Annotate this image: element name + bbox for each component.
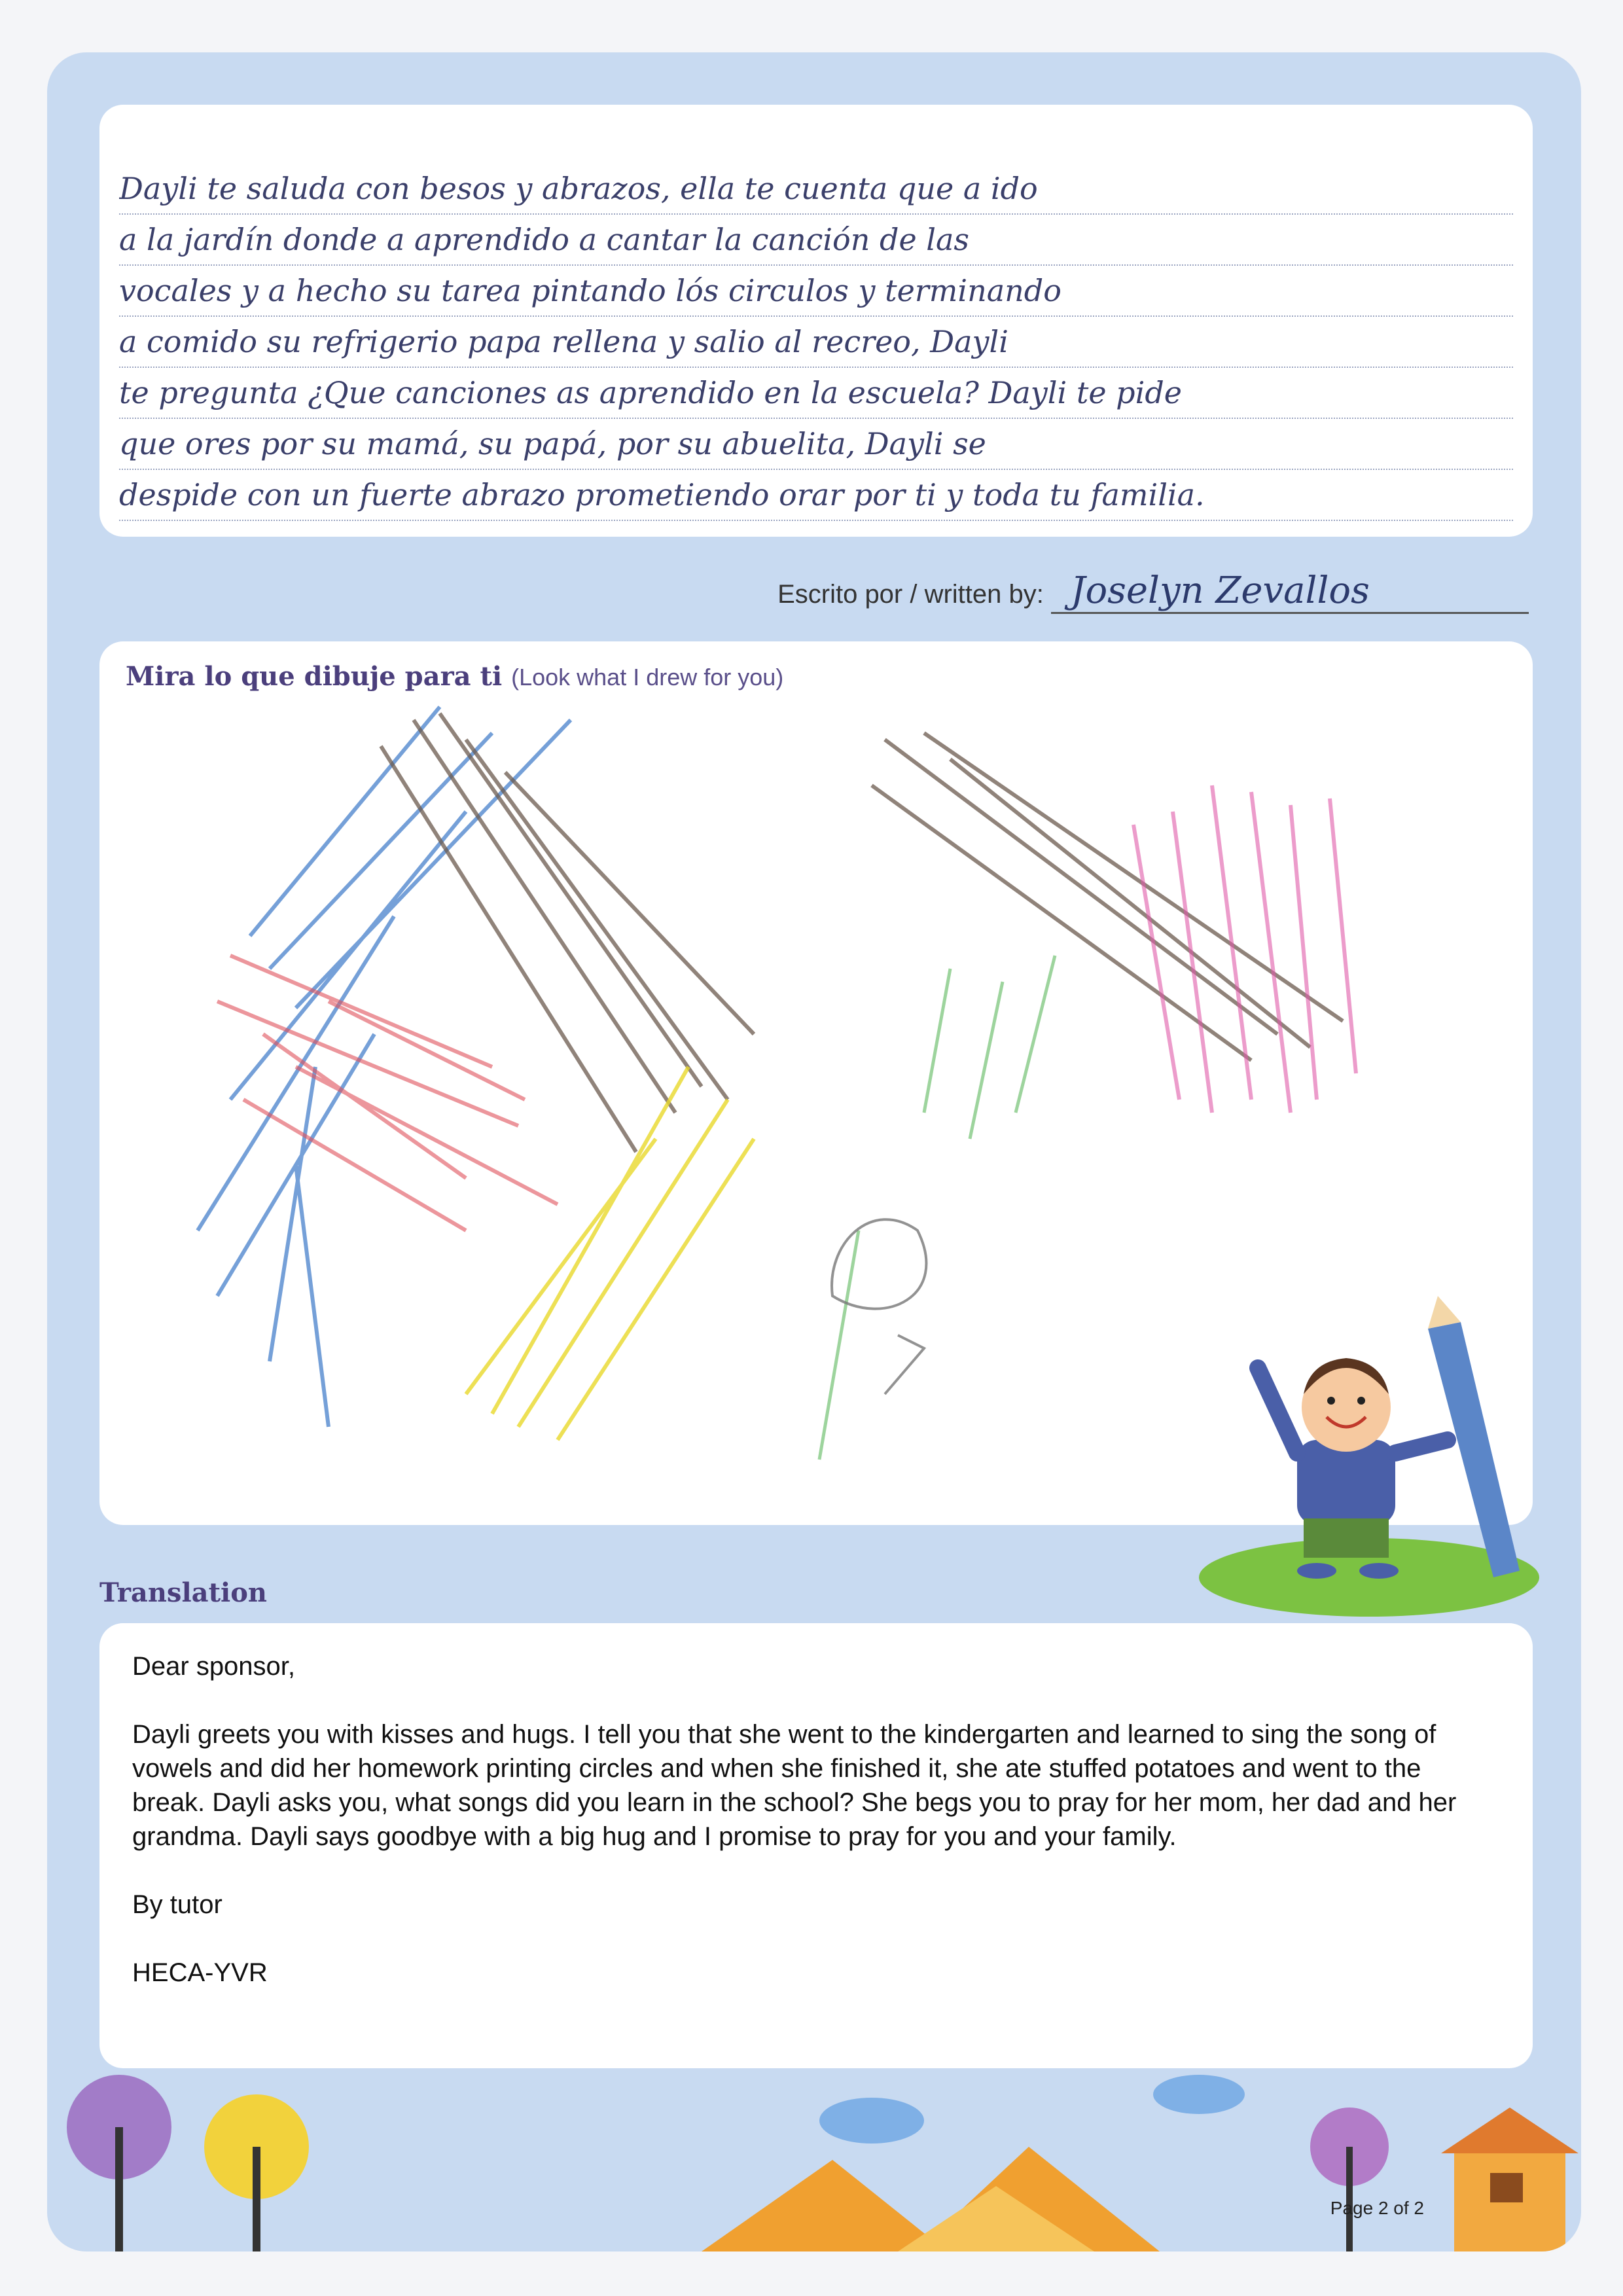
scribble-blue	[198, 707, 571, 1427]
section3-heading: Translation	[99, 1577, 267, 1608]
section2-subtitle: (Look what I drew for you)	[511, 664, 784, 691]
cloud-icon	[819, 2098, 924, 2144]
scribble-brown	[381, 713, 1343, 1152]
written-by	[777, 569, 1529, 614]
translation-text	[132, 1649, 1493, 2024]
handwritten-line: que ores por su mamá, su papá, por su abuelita, Dayli se	[119, 419, 1513, 470]
section2-title: Mira lo que dibuje para ti	[126, 661, 503, 692]
translation-signoff: By tutor	[132, 1890, 223, 1919]
written-by-label: Escrito por / written by:	[777, 580, 1044, 609]
handwritten-line: te pregunta ¿Que canciones as aprendido en la escuela? Dayli te pide	[119, 368, 1513, 419]
translation-body: Dayli greets you with kisses and hugs. I tell you that she went to the kindergarten and learned to sing the song of vowels and did her homework printing circles and when she finished it, she ate stuffed potatoes and went to the break. Dayli asks you, what songs did you learn in the school? She begs you to pray for her mom, her dad and her grandma. Dayli says goodbye with a big hug and I promise to pray for you and your family.	[132, 1720, 1457, 1851]
handwritten-line: Dayli te saluda con besos y abrazos, ella te cuenta que a ido	[119, 164, 1513, 215]
handwritten-letter	[119, 164, 1513, 521]
letter-text-panel	[99, 105, 1533, 537]
footer-scenery	[47, 2055, 1581, 2251]
handwritten-line: a la jardín donde a aprendido a cantar la canción de las	[119, 215, 1513, 266]
written-by-signature: Joselyn Zevallos	[1051, 569, 1529, 614]
page-number: Page 2 of 2	[1330, 2198, 1424, 2218]
boy-with-pencil-illustration	[1186, 1283, 1552, 1623]
translation-code: HECA-YVR	[132, 1958, 268, 1987]
handwritten-line: vocales y a hecho su tarea pintando lós circulos y terminando	[119, 266, 1513, 317]
translation-panel	[99, 1623, 1533, 2068]
handwritten-line: despide con un fuerte abrazo prometiendo orar por ti y toda tu familia.	[119, 470, 1513, 521]
handwritten-line: a comido su refrigerio papa rellena y salio al recreo, Dayli	[119, 317, 1513, 368]
scribble-green	[819, 956, 1055, 1460]
translation-greeting: Dear sponsor,	[132, 1652, 296, 1681]
scribble-red	[217, 956, 558, 1230]
letter-frame	[47, 52, 1581, 2251]
cloud-icon	[1153, 2075, 1245, 2114]
